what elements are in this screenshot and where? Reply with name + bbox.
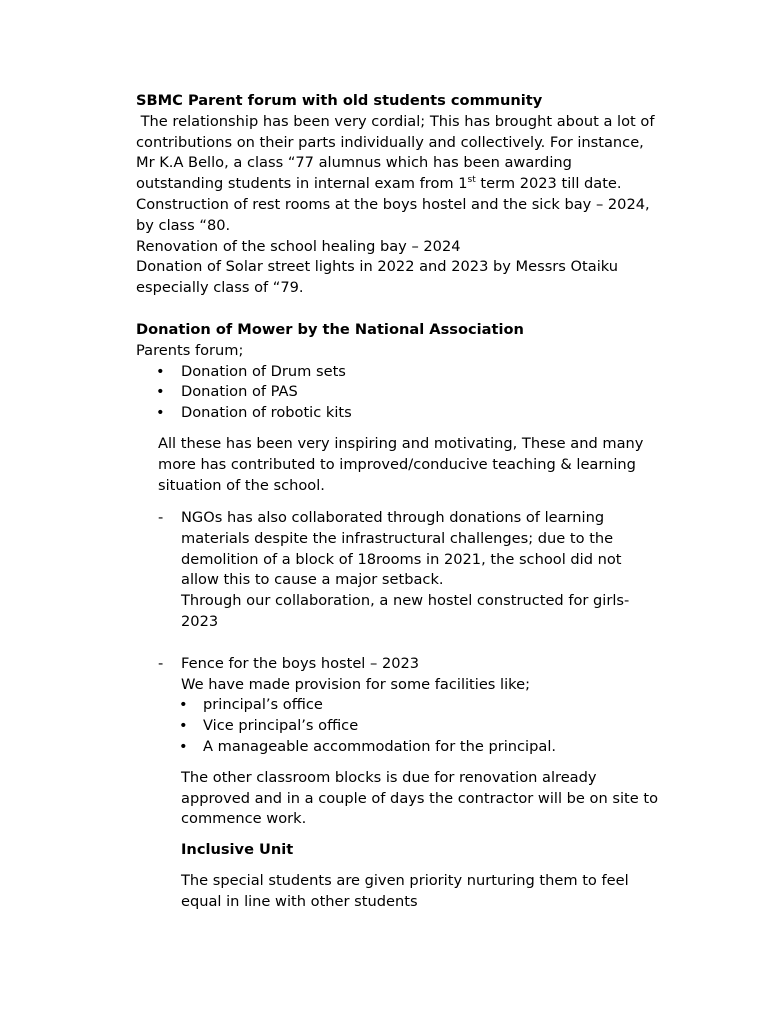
paragraph-line: Donation of Solar street lights in 2022 and 2023 by Messrs Otaiku	[136, 258, 619, 276]
list-item	[181, 716, 696, 737]
dash-marker: -	[158, 654, 164, 672]
text-run: outstanding students in internal exam from 1	[136, 175, 468, 193]
list-item	[181, 695, 696, 716]
inspiring-paragraph	[136, 434, 696, 496]
section-old-students	[136, 91, 696, 299]
bullet-marker: •	[179, 717, 188, 735]
facilities-list	[181, 695, 696, 757]
list-item	[136, 508, 696, 633]
paragraph-line: contributions on their parts individually and collectively. For instance,	[136, 133, 644, 151]
paragraph-line: Renovation of the school healing bay – 2024	[136, 237, 461, 255]
paragraph-line: Fence for the boys hostel – 2023	[181, 654, 420, 672]
paragraph-line: allow this to cause a major setback.	[181, 571, 444, 589]
paragraph-line: materials despite the infrastructural challenges; due to the	[181, 529, 614, 547]
paragraph-line: The relationship has been very cordial; This has brought about a lot of	[136, 112, 655, 130]
dash-marker: -	[158, 509, 164, 526]
list-item-label: Donation of Drum sets	[181, 362, 346, 380]
section-heading: SBMC Parent forum with old students community	[136, 92, 543, 109]
list-item-label: Vice principal’s office	[203, 717, 359, 735]
paragraph-line: 2023	[181, 612, 219, 630]
list-item	[136, 362, 696, 383]
paragraph-line: Through our collaboration, a new hostel constructed for girls-	[181, 592, 630, 610]
paragraph-line: All these has been very inspiring and motivating, These and many	[158, 434, 644, 452]
ordinal-suffix: st	[467, 175, 476, 186]
list-item	[181, 737, 696, 758]
text-run: term 2023 till date.	[475, 175, 622, 193]
paragraph-line: more has contributed to improved/conducive teaching & learning	[158, 455, 636, 473]
paragraph-line: especially class of “79.	[136, 279, 304, 297]
list-item-label: A manageable accommodation for the principal.	[203, 737, 557, 755]
paragraph-line: commence work.	[181, 810, 307, 828]
paragraph-line: The special students are given priority nurturing them to feel	[181, 871, 629, 889]
paragraph-line: We have made provision for some facilities like;	[181, 675, 530, 693]
paragraph-line: by class “80.	[136, 216, 231, 234]
paragraph-line: situation of the school.	[158, 476, 325, 494]
paragraph-line	[136, 174, 696, 195]
bullet-marker: •	[156, 404, 165, 422]
donation-list	[136, 362, 696, 424]
paragraph-line: NGOs has also collaborated through donations of learning	[181, 509, 605, 526]
section-national-association	[136, 320, 696, 496]
bullet-marker: •	[156, 362, 165, 380]
list-item	[136, 382, 696, 403]
paragraph-line: Mr K.A Bello, a class “77 alumnus which has been awarding	[136, 154, 572, 172]
section-heading: Donation of Mower by the National Association	[136, 321, 524, 338]
section-collaborations	[136, 508, 696, 913]
paragraph-line: The other classroom blocks is due for renovation already	[181, 768, 597, 786]
list-item	[136, 654, 696, 913]
collaboration-list	[136, 508, 696, 913]
list-item-label: Donation of PAS	[181, 383, 298, 401]
paragraph-line: Construction of rest rooms at the boys hostel and the sick bay – 2024,	[136, 195, 650, 213]
inclusive-paragraph	[181, 871, 696, 913]
bullet-marker: •	[179, 737, 188, 755]
section-heading: Inclusive Unit	[181, 841, 294, 859]
bullet-marker: •	[179, 696, 188, 714]
paragraph-line: Parents forum;	[136, 341, 244, 359]
paragraph-line: demolition of a block of 18rooms in 2021, the school did not	[181, 550, 622, 568]
list-item-label: principal’s office	[203, 696, 323, 714]
list-item	[136, 403, 696, 424]
renovation-paragraph	[181, 768, 696, 830]
paragraph-line: equal in line with other students	[181, 892, 418, 910]
paragraph-line: approved and in a couple of days the contractor will be on site to	[181, 789, 658, 807]
list-item-label: Donation of robotic kits	[181, 404, 352, 422]
bullet-marker: •	[156, 383, 165, 401]
